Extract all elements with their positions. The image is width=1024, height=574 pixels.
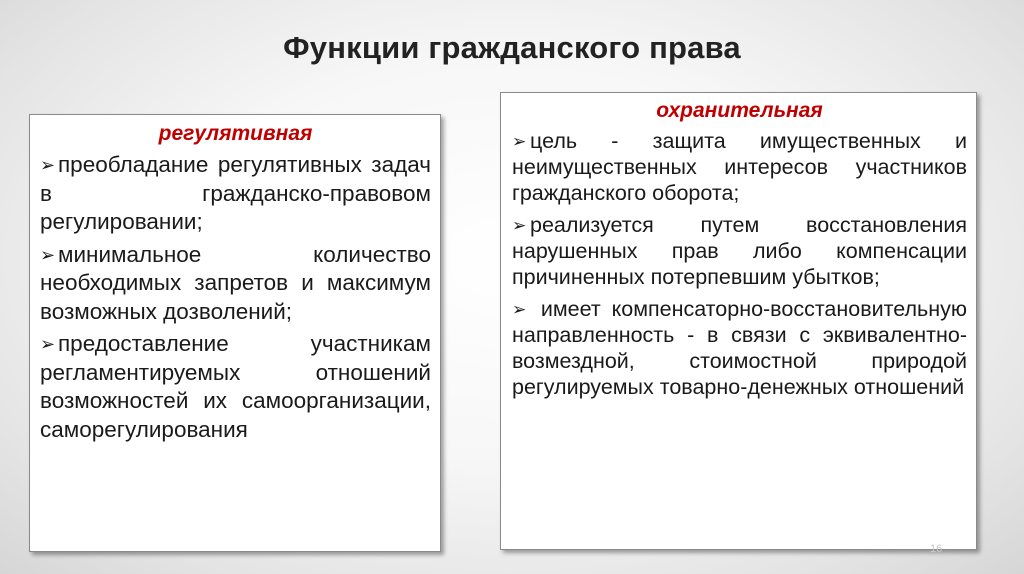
regulative-item [40,151,431,237]
protective-item-text: цель - защита имущественных и неимущественных интересов участников гражданского оборота; [512,129,967,205]
arrow-bullet-icon: ➢ [40,244,56,265]
protective-item [512,128,967,206]
protective-item-text: имеет компенсаторно-восстановительную направленность - в связи с эквивалентно-возмездной, стоимостной природой регулируемых товарно-денежных отношений [512,297,967,399]
page-number: 16 [930,543,943,555]
regulative-item-text: минимальное количество необходимых запретов и максимум возможных дозволений; [40,241,431,324]
protective-function-panel [500,92,977,550]
protective-item [512,296,967,400]
arrow-bullet-icon: ➢ [512,131,527,151]
protective-item-text: реализуется путем восстановления нарушенных прав либо компенсации причиненных потерпевшим убытков; [512,213,967,289]
regulative-heading: регулятивная [158,122,313,145]
regulative-item [40,330,431,444]
regulative-item-text: преобладание регулятивных задач в гражданско-правовом регулировании; [40,152,431,234]
arrow-bullet-icon: ➢ [512,299,527,319]
regulative-item-text: предоставление участникам регламентируемых отношений возможностей их самоорганизации, саморегулирования [40,331,431,442]
protective-heading: охранительная [656,99,823,122]
arrow-bullet-icon: ➢ [40,155,56,175]
arrow-bullet-icon: ➢ [40,334,56,354]
slide-title: Функции гражданского права [283,30,741,65]
regulative-item [40,241,431,327]
protective-item [512,212,967,290]
arrow-bullet-icon: ➢ [512,215,527,235]
regulative-function-panel [29,114,441,552]
